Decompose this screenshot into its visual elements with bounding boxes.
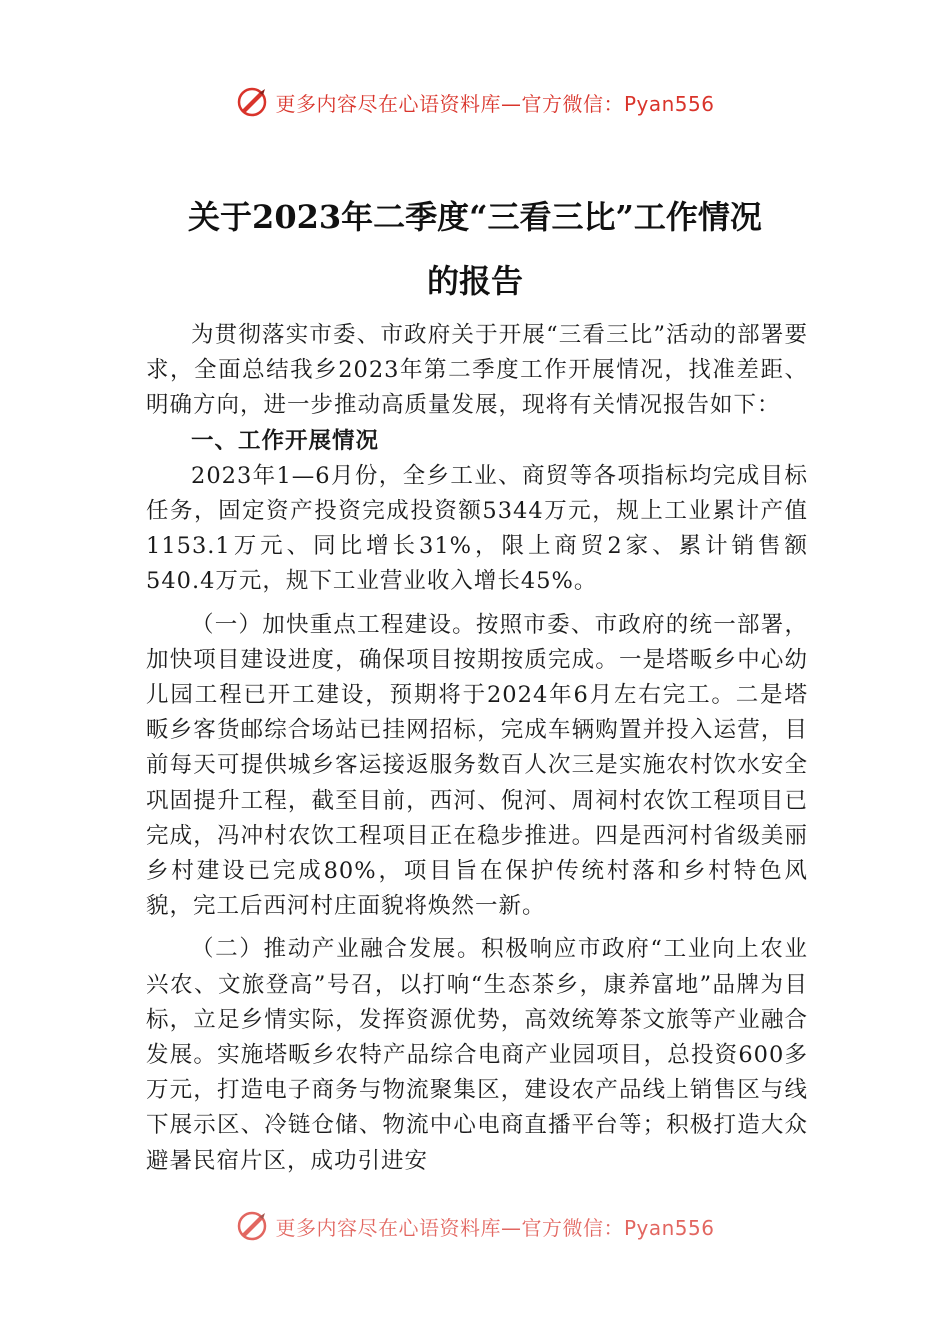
pen-logo-icon xyxy=(235,85,269,119)
pen-logo-icon xyxy=(235,1209,269,1243)
watermark-footer xyxy=(0,1206,950,1246)
watermark-text: 更多内容尽在心语资料库—官方微信：Pyan556 xyxy=(275,91,715,116)
intro-paragraph: 为贯彻落实市委、市政府关于开展“三看三比”活动的部署要求，全面总结我乡2023年第二季度工作开展情况，找准差距、明确方向，进一步推动高质量发展，现将有关情况报告如下： xyxy=(146,322,808,419)
document-body xyxy=(146,318,808,1179)
item-2-paragraph: （二）推动产业融合发展。积极响应市政府“工业向上农业兴农、文旅登高”号召，以打响“生态茶乡，康养富地”品牌为目标，立足乡情实际，发挥资源优势，高效统筹茶文旅等产业融合发展。实施塔畈乡农特产品综合电商产业园项目，总投资600多万元，打造电子商务与物流聚集区，建设农产品线上销售区与线下展示区、冷链仓储、物流中心电商直播平台等；积极打造大众避暑民宿片区，成功引进安 xyxy=(146,936,808,1174)
document-title-line1: 关于2023年二季度“三看三比”工作情况 xyxy=(188,198,762,236)
watermark-header xyxy=(0,82,950,122)
section1-paragraph: 2023年1—6月份，全乡工业、商贸等各项指标均完成目标任务，固定资产投资完成投资额5344万元，规上工业累计产值1153.1万元、同比增长31%，限上商贸2家、累计销售额540.4万元，规下工业营业收入增长45%。 xyxy=(146,462,808,595)
item-1-paragraph: （一）加快重点工程建设。按照市委、市政府的统一部署，加快项目建设进度，确保项目按期按质完成。一是塔畈乡中心幼儿园工程已开工建设，预期将于2024年6月左右完工。二是塔畈乡客货邮综合场站已挂网招标，完成车辆购置并投入运营，目前每天可提供城乡客运接返服务数百人次三是实施农村饮水安全巩固提升工程，截至目前，西河、倪河、周祠村农饮工程项目已完成，冯冲村农饮工程项目正在稳步推进。四是西河村省级美丽乡村建设已完成80%，项目旨在保护传统村落和乡村特色风貌，完工后西河村庄面貌将焕然一新。 xyxy=(146,611,808,920)
watermark-text: 更多内容尽在心语资料库—官方微信：Pyan556 xyxy=(275,1215,715,1240)
document-title-line2: 的报告 xyxy=(426,262,523,300)
section-heading-1: 一、工作开展情况 xyxy=(191,427,380,454)
